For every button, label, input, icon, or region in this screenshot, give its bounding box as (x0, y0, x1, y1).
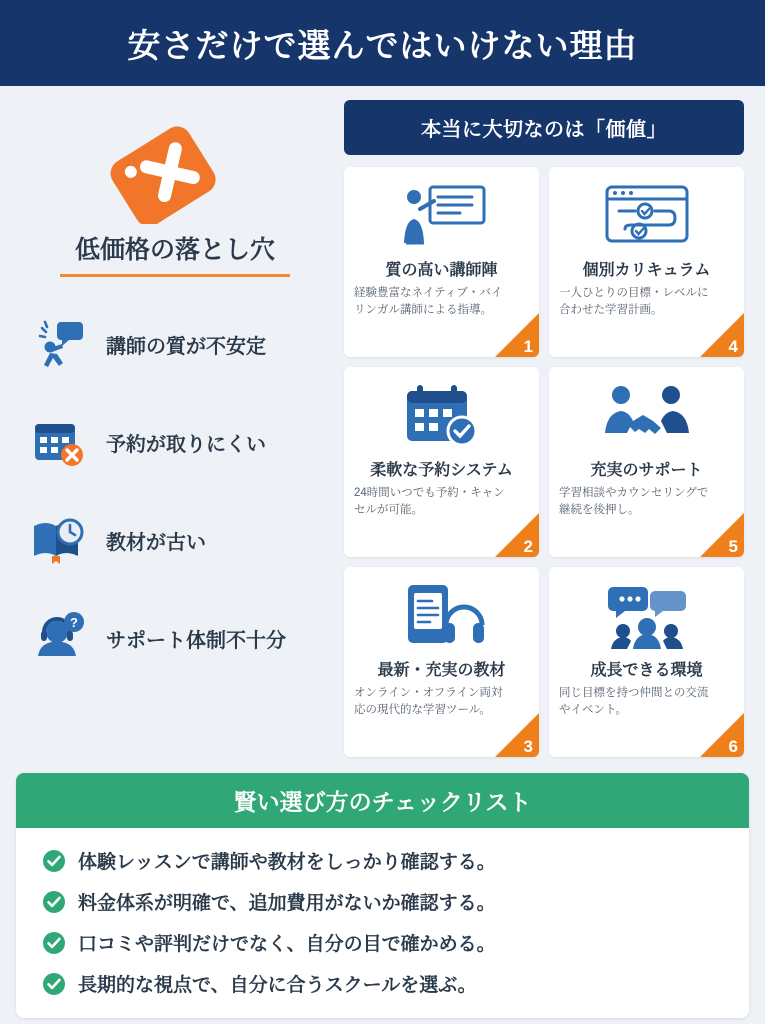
value-card-desc: オンライン・オフライン両対応の現代的な学習ツール。 (354, 687, 503, 716)
list-item (42, 881, 731, 922)
value-card-desc: 学習相談やカウンセリングで継続を後押し。 (559, 487, 709, 516)
checklist-section (16, 773, 749, 1018)
value-card (344, 567, 539, 757)
svg-text:?: ? (70, 615, 78, 630)
price-tag-icon (16, 114, 334, 224)
value-card-desc: 24時間いつでも予約・キャンセルが可能。 (354, 487, 505, 516)
pitfalls-section (16, 100, 334, 757)
value-card (549, 567, 744, 757)
checklist-item-label: 料金体系が明確で、追加費用がないか確認する。 (78, 893, 496, 914)
list-item (42, 963, 731, 1004)
list-item-label: サポート体制不十分 (106, 629, 286, 652)
value-section (344, 100, 744, 757)
pitfalls-list (16, 295, 334, 687)
page-header (0, 0, 765, 86)
card-number: 3 (523, 737, 533, 756)
curriculum-flow-icon (559, 179, 734, 253)
value-card-desc: 経験豊富なネイティブ・バイリンガル講師による指導。 (354, 287, 503, 316)
value-card (344, 167, 539, 357)
value-card-title: 質の高い講師陣 (385, 262, 498, 279)
tablet-headphones-icon (354, 579, 529, 653)
checklist-item-label: 口コミや評判だけでなく、自分の目で確かめる。 (78, 934, 496, 955)
old-book-clock-icon (26, 508, 90, 572)
checklist-item-label: 長期的な視点で、自分に合うスクールを選ぶ。 (78, 975, 477, 996)
value-card-title: 成長できる環境 (590, 662, 703, 679)
value-card-title: 最新・充実の教材 (377, 662, 506, 679)
value-card-title: 柔軟な予約システム (370, 462, 513, 479)
value-card (549, 167, 744, 357)
list-item (42, 840, 731, 881)
page-title: 安さだけで選んではいけない理由 (127, 26, 638, 64)
calendar-x-icon (26, 410, 90, 474)
value-card (344, 367, 539, 557)
value-card-desc: 同じ目標を持つ仲間との交流やイベント。 (559, 687, 709, 716)
check-circle-icon (42, 972, 66, 996)
pitfalls-heading: 低価格の落とし穴 (60, 230, 290, 277)
check-circle-icon (42, 890, 66, 914)
handshake-icon (559, 379, 734, 453)
check-circle-icon (42, 931, 66, 955)
list-item (26, 589, 334, 687)
list-item (26, 393, 334, 491)
teacher-whiteboard-icon (354, 179, 529, 253)
value-banner: 本当に大切なのは「価値」 (344, 100, 744, 155)
value-card-desc: 一人ひとりの目標・レベルに合わせた学習計画。 (559, 287, 709, 316)
card-number: 2 (523, 537, 533, 556)
checklist-header: 賢い選び方のチェックリスト (16, 773, 749, 828)
community-chat-icon (559, 579, 734, 653)
person-speaking-icon (26, 312, 90, 376)
list-item-label: 予約が取りにくい (106, 433, 266, 456)
card-number: 4 (728, 337, 738, 356)
checklist-body (16, 828, 749, 1018)
list-item-label: 講師の質が不安定 (106, 335, 266, 358)
value-card-title: 個別カリキュラム (582, 262, 711, 279)
check-circle-icon (42, 849, 66, 873)
list-item-label: 教材が古い (106, 531, 206, 554)
list-item (26, 491, 334, 589)
headset-support-question-icon (26, 606, 90, 670)
checklist-item-label: 体験レッスンで講師や教材をしっかり確認する。 (78, 852, 496, 873)
value-card (549, 367, 744, 557)
value-card-grid (344, 167, 744, 757)
value-card-title: 充実のサポート (590, 462, 703, 479)
main-content (0, 86, 765, 757)
card-number: 6 (728, 737, 738, 756)
card-number: 1 (523, 337, 533, 356)
calendar-check-icon (354, 379, 529, 453)
list-item (42, 922, 731, 963)
card-number: 5 (728, 537, 738, 556)
list-item (26, 295, 334, 393)
